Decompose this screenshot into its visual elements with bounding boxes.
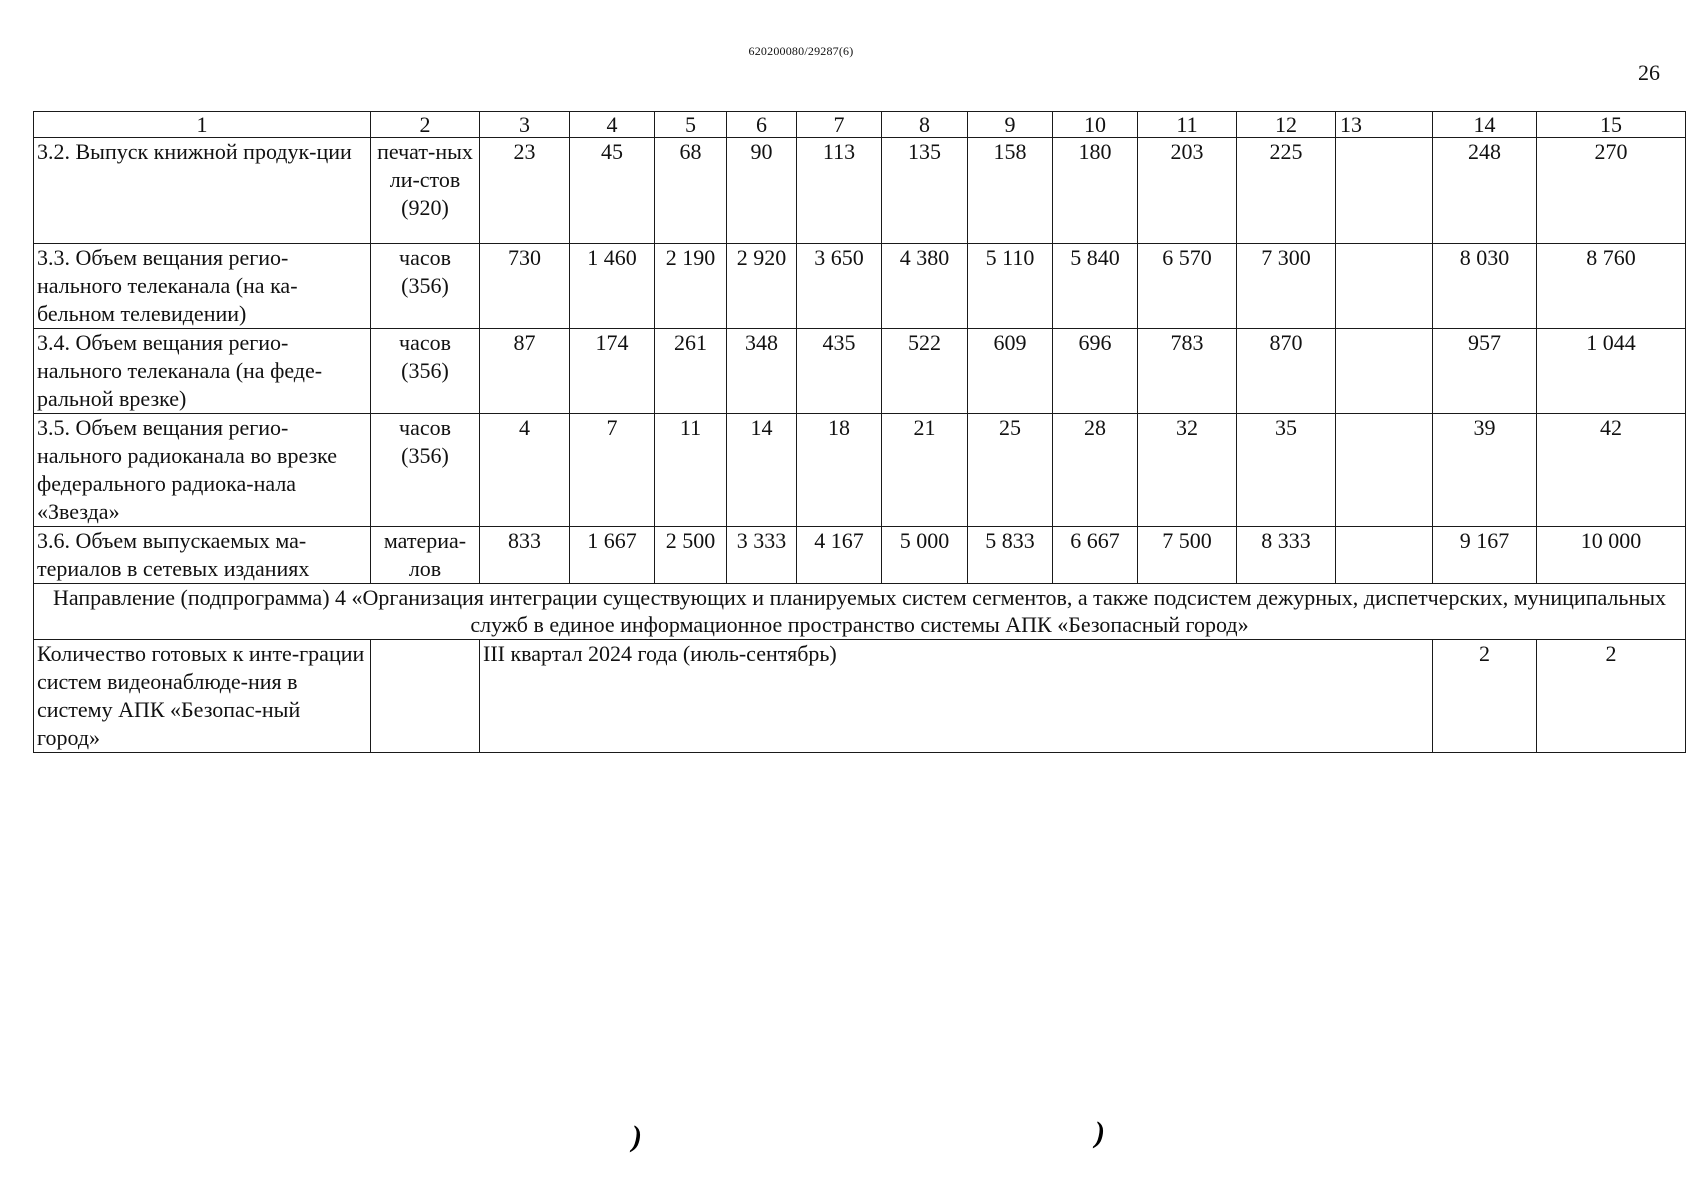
header-cell-14: 14 (1433, 112, 1537, 138)
indicator-name: 3.6. Объем выпускаемых ма-териалов в сетевых изданиях (34, 527, 371, 584)
direction-row (34, 584, 1686, 640)
value-cell-col15: 1 044 (1537, 329, 1686, 414)
value-cell-col6: 348 (727, 329, 797, 414)
page-number: 26 (1638, 60, 1660, 85)
value-cell-col15: 2 (1537, 640, 1686, 753)
value-cell-col10: 6 667 (1053, 527, 1138, 584)
indicator-unit: часов (356) (371, 244, 480, 329)
header-cell-9: 9 (968, 112, 1053, 138)
direction-title: Направление (подпрограмма) 4 «Организация интеграции существующих и планируемых систем сегментов, а также подсистем дежурных, диспетчерских, муниципальных служб в единое информационное пространство системы АПК «Безопасный город» (34, 584, 1686, 640)
value-cell-col15: 42 (1537, 414, 1686, 527)
value-cell-col14: 39 (1433, 414, 1537, 527)
indicator-name: Количество готовых к инте-грации систем видеонаблюде-ния в систему АПК «Безопас-ный город» (34, 640, 371, 753)
header-cell-12: 12 (1237, 112, 1336, 138)
value-cell-col11: 6 570 (1138, 244, 1237, 329)
value-cell-col4: 45 (570, 138, 655, 244)
value-cell-col10: 5 840 (1053, 244, 1138, 329)
value-cell-col5: 261 (655, 329, 727, 414)
value-cell-col10: 180 (1053, 138, 1138, 244)
value-cell-col10: 696 (1053, 329, 1138, 414)
value-cell-col7: 3 650 (797, 244, 882, 329)
table-row (34, 138, 1686, 244)
header-cell-5: 5 (655, 112, 727, 138)
value-cell-col7: 18 (797, 414, 882, 527)
header-cell-13: 13 (1336, 112, 1433, 138)
value-cell-col3: 730 (480, 244, 570, 329)
header-cell-8: 8 (882, 112, 968, 138)
indicator-unit: часов (356) (371, 329, 480, 414)
value-cell-col6: 90 (727, 138, 797, 244)
value-cell-col8: 5 000 (882, 527, 968, 584)
table-row (34, 244, 1686, 329)
value-cell-col14: 2 (1433, 640, 1537, 753)
value-cell-col4: 7 (570, 414, 655, 527)
table-row (34, 329, 1686, 414)
value-cell-col3: 4 (480, 414, 570, 527)
value-cell-col5: 2 500 (655, 527, 727, 584)
value-cell-col9: 609 (968, 329, 1053, 414)
value-cell-col15: 10 000 (1537, 527, 1686, 584)
value-cell-col6: 3 333 (727, 527, 797, 584)
value-cell-col12: 870 (1237, 329, 1336, 414)
value-cell-col8: 21 (882, 414, 968, 527)
value-cell-col6: 2 920 (727, 244, 797, 329)
value-cell-col7: 435 (797, 329, 882, 414)
table-row (34, 414, 1686, 527)
table-row (34, 527, 1686, 584)
table-row (34, 640, 1686, 753)
value-cell-col4: 174 (570, 329, 655, 414)
header-cell-11: 11 (1138, 112, 1237, 138)
header-cell-10: 10 (1053, 112, 1138, 138)
value-cell-col3: 23 (480, 138, 570, 244)
value-cell-col11: 32 (1138, 414, 1237, 527)
value-cell-col8: 4 380 (882, 244, 968, 329)
value-cell-col3: 87 (480, 329, 570, 414)
value-cell-col15: 270 (1537, 138, 1686, 244)
value-cell-col9: 25 (968, 414, 1053, 527)
value-cell-col7: 4 167 (797, 527, 882, 584)
value-cell-col5: 11 (655, 414, 727, 527)
handwritten-mark-right: ) (1095, 1116, 1105, 1149)
value-cell-col13 (1336, 244, 1433, 329)
indicator-name: 3.4. Объем вещания регио-нального телеканала (на феде-ральной врезке) (34, 329, 371, 414)
document-code: 620200080/29287(6) (748, 44, 854, 58)
period-cell: III квартал 2024 года (июль-сентябрь) (480, 640, 1433, 753)
value-cell-col14: 9 167 (1433, 527, 1537, 584)
value-cell-col10: 28 (1053, 414, 1138, 527)
value-cell-col6: 14 (727, 414, 797, 527)
value-cell-col13 (1336, 138, 1433, 244)
value-cell-col13 (1336, 329, 1433, 414)
value-cell-col14: 248 (1433, 138, 1537, 244)
value-cell-col7: 113 (797, 138, 882, 244)
indicator-unit: часов (356) (371, 414, 480, 527)
header-cell-15: 15 (1537, 112, 1686, 138)
value-cell-col14: 8 030 (1433, 244, 1537, 329)
value-cell-col15: 8 760 (1537, 244, 1686, 329)
value-cell-col14: 957 (1433, 329, 1537, 414)
indicator-name: 3.2. Выпуск книжной продук-ции (34, 138, 371, 244)
indicator-unit: материа-лов (371, 527, 480, 584)
indicator-table (33, 111, 1686, 753)
value-cell-col11: 7 500 (1138, 527, 1237, 584)
indicator-unit (371, 640, 480, 753)
value-cell-col9: 158 (968, 138, 1053, 244)
value-cell-col13 (1336, 414, 1433, 527)
header-cell-1: 1 (34, 112, 371, 138)
header-cell-3: 3 (480, 112, 570, 138)
header-cell-7: 7 (797, 112, 882, 138)
value-cell-col4: 1 460 (570, 244, 655, 329)
value-cell-col8: 522 (882, 329, 968, 414)
value-cell-col3: 833 (480, 527, 570, 584)
value-cell-col12: 35 (1237, 414, 1336, 527)
indicator-name: 3.5. Объем вещания регио-нального радиоканала во врезке федерального радиока-нала «Звезда» (34, 414, 371, 527)
indicator-unit: печат-ных ли-стов (920) (371, 138, 480, 244)
value-cell-col11: 203 (1138, 138, 1237, 244)
header-row (34, 112, 1686, 138)
value-cell-col9: 5 110 (968, 244, 1053, 329)
value-cell-col12: 7 300 (1237, 244, 1336, 329)
value-cell-col11: 783 (1138, 329, 1237, 414)
value-cell-col8: 135 (882, 138, 968, 244)
value-cell-col12: 8 333 (1237, 527, 1336, 584)
header-cell-2: 2 (371, 112, 480, 138)
value-cell-col4: 1 667 (570, 527, 655, 584)
value-cell-col13 (1336, 527, 1433, 584)
header-cell-6: 6 (727, 112, 797, 138)
header-cell-4: 4 (570, 112, 655, 138)
value-cell-col5: 2 190 (655, 244, 727, 329)
value-cell-col5: 68 (655, 138, 727, 244)
indicator-name: 3.3. Объем вещания регио-нального телеканала (на ка-бельном телевидении) (34, 244, 371, 329)
value-cell-col12: 225 (1237, 138, 1336, 244)
handwritten-mark-left: ) (632, 1120, 642, 1153)
value-cell-col9: 5 833 (968, 527, 1053, 584)
